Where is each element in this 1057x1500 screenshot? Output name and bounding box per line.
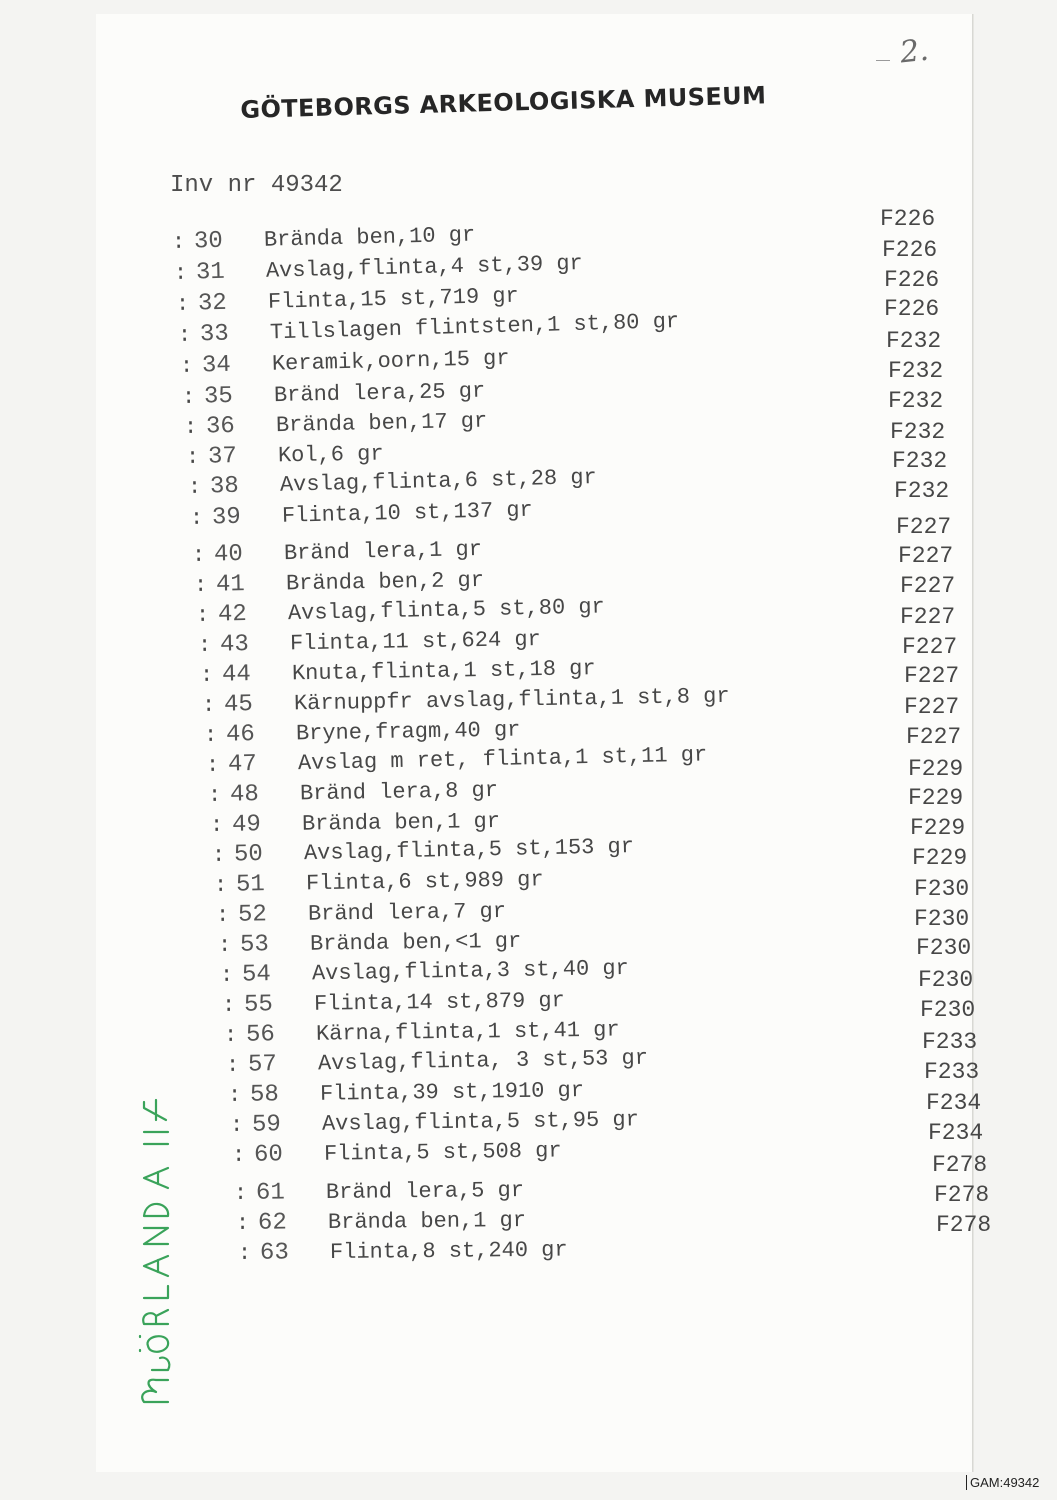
entry-number: 32: [197, 289, 228, 318]
entry-description: Flinta,8 st,240 gr: [329, 1237, 568, 1266]
entry-row: [194, 567, 484, 599]
entry-number: 35: [203, 382, 234, 411]
entry-colon: :: [229, 1112, 244, 1138]
entry-colon: :: [223, 1022, 238, 1048]
feature-reference: F226: [884, 296, 940, 322]
entry-colon: :: [197, 632, 212, 658]
entry-description: Brända ben,1 gr: [327, 1207, 527, 1236]
entry-number: 31: [195, 258, 226, 287]
entry-description: Flinta,15 st,719 gr: [267, 283, 520, 315]
entry-number: 49: [231, 811, 261, 839]
entry-colon: :: [189, 505, 204, 531]
entry-description: Brända ben,2 gr: [285, 567, 485, 597]
feature-reference: F232: [894, 478, 950, 504]
entry-row: [234, 1177, 524, 1207]
feature-reference: F227: [904, 694, 960, 720]
feature-reference: F278: [932, 1152, 988, 1178]
entry-row: [236, 1207, 526, 1237]
entry-row: [214, 866, 544, 899]
entry-number: 30: [193, 227, 224, 256]
feature-reference: F227: [902, 634, 958, 660]
entry-description: Bränd lera,25 gr: [273, 378, 486, 409]
entry-colon: :: [173, 260, 188, 286]
entry-description: Avslag,flinta,5 st,95 gr: [321, 1107, 639, 1137]
entry-colon: :: [235, 1210, 250, 1236]
museum-title: GÖTEBORGS ARKEOLOGISKA MUSEUM: [240, 81, 767, 124]
page-number: 2.: [898, 32, 931, 71]
entry-row: [228, 1077, 584, 1109]
page-number-dash: [876, 60, 890, 61]
entry-number: 61: [255, 1179, 285, 1207]
entry-colon: :: [171, 229, 186, 255]
entry-number: 36: [205, 412, 236, 441]
feature-reference: F230: [920, 997, 976, 1023]
entry-description: Bryne,fragm,40 gr: [295, 717, 521, 747]
entry-number: 57: [247, 1051, 278, 1079]
entry-number: 54: [241, 961, 272, 989]
feature-reference: F230: [916, 935, 972, 961]
entry-row: [186, 441, 384, 471]
feature-reference: F230: [914, 876, 970, 902]
entry-colon: :: [233, 1180, 248, 1206]
entry-number: 38: [209, 472, 240, 501]
entry-row: [210, 808, 500, 839]
entry-row: [238, 1237, 568, 1267]
entry-number: 34: [201, 351, 232, 380]
feature-reference: F227: [900, 573, 956, 599]
entry-colon: :: [217, 932, 232, 958]
feature-reference: F232: [886, 328, 942, 354]
entry-number: 42: [217, 600, 248, 629]
entry-number: 56: [245, 1021, 275, 1049]
entry-colon: :: [211, 842, 226, 868]
entry-colon: :: [201, 692, 216, 718]
entry-colon: :: [213, 872, 228, 898]
entry-description: Brända ben,<1 gr: [309, 928, 522, 957]
feature-reference: F232: [890, 419, 946, 445]
entry-colon: :: [187, 474, 202, 500]
entry-colon: :: [205, 752, 220, 778]
entry-description: Kärna,flinta,1 st,41 gr: [315, 1017, 620, 1047]
feature-reference: F232: [888, 358, 944, 384]
entry-colon: :: [179, 353, 194, 379]
entry-description: Flinta,10 st,137 gr: [281, 497, 534, 529]
entry-colon: :: [193, 572, 208, 598]
entry-number: 47: [227, 750, 258, 779]
entry-row: [222, 987, 565, 1019]
entry-description: Bränd lera,7 gr: [307, 898, 507, 927]
entry-row: [230, 1106, 639, 1139]
entry-row: [224, 1016, 620, 1049]
entry-description: Brända ben,1 gr: [301, 808, 501, 837]
feature-reference: F229: [910, 815, 966, 841]
feature-reference: F229: [908, 785, 964, 811]
entry-description: Flinta,11 st,624 gr: [289, 627, 542, 657]
feature-reference: F227: [898, 543, 954, 569]
feature-reference: F278: [934, 1182, 990, 1208]
entry-number: 40: [213, 540, 244, 569]
entry-number: 43: [219, 631, 250, 659]
entry-description: Flinta,6 st,989 gr: [305, 867, 544, 897]
entry-colon: :: [237, 1240, 252, 1266]
feature-reference: F229: [912, 845, 968, 871]
entry-number: 62: [257, 1209, 287, 1237]
entry-description: Brända ben,17 gr: [275, 408, 488, 439]
entry-row: [216, 898, 506, 929]
entry-row: [204, 716, 521, 749]
entry-colon: :: [219, 962, 234, 988]
entry-description: Kol,6 gr: [277, 441, 384, 469]
entry-description: Bränd lera,8 gr: [299, 777, 499, 807]
feature-reference: F226: [884, 267, 940, 293]
entry-colon: :: [221, 992, 236, 1018]
feature-reference: F233: [924, 1059, 980, 1085]
feature-reference: F230: [918, 967, 974, 993]
entry-colon: :: [207, 782, 222, 808]
entry-description: Avslag,flinta, 3 st,53 gr: [317, 1045, 649, 1077]
entry-description: Tillslagen flintsten,1 st,80 gr: [269, 309, 680, 346]
entry-description: Brända ben,10 gr: [263, 222, 476, 253]
feature-reference: F226: [882, 237, 938, 263]
entry-description: Bränd lera,1 gr: [283, 536, 483, 567]
entry-number: 39: [211, 503, 242, 532]
feature-reference: F234: [926, 1090, 982, 1116]
entry-description: Avslag,flinta,3 st,40 gr: [311, 955, 630, 987]
entry-description: Kärnuppfr avslag,flinta,1 st,8 gr: [293, 683, 730, 717]
feature-reference: F229: [908, 756, 964, 782]
entry-row: [208, 777, 498, 809]
entry-colon: :: [181, 384, 196, 410]
entry-colon: :: [175, 291, 190, 317]
feature-reference: F227: [906, 724, 962, 750]
entry-colon: :: [183, 414, 198, 440]
entry-number: 37: [207, 443, 238, 471]
entry-number: 48: [229, 781, 260, 809]
entry-number: 41: [215, 571, 246, 599]
entry-colon: :: [225, 1052, 240, 1078]
feature-reference: F227: [904, 663, 960, 689]
entry-colon: :: [191, 542, 206, 568]
entry-colon: :: [177, 322, 192, 348]
entry-number: 51: [235, 871, 266, 899]
entry-description: Keramik,oorn,15 gr: [271, 345, 510, 377]
feature-reference: F233: [922, 1029, 978, 1055]
entry-number: 58: [249, 1081, 279, 1109]
entry-description: Avslag,flinta,6 st,28 gr: [279, 465, 598, 498]
entry-row: [232, 1137, 562, 1169]
entry-description: Avslag,flinta,5 st,80 gr: [287, 594, 606, 627]
entry-description: Flinta,39 st,1910 gr: [319, 1078, 585, 1107]
entry-colon: :: [209, 812, 224, 838]
entry-number: 55: [243, 991, 273, 1019]
feature-reference: F232: [892, 448, 948, 474]
feature-reference: F227: [896, 514, 952, 540]
entry-description: Avslag m ret, flinta,1 st,11 gr: [297, 742, 708, 777]
entry-number: 45: [223, 691, 254, 719]
entry-colon: :: [231, 1142, 246, 1168]
entry-description: Avslag,flinta,5 st,153 gr: [303, 834, 635, 867]
feature-reference: F232: [888, 388, 944, 414]
entry-row: [218, 928, 522, 959]
entry-colon: :: [185, 444, 200, 470]
entry-colon: :: [195, 602, 210, 628]
feature-reference: F278: [936, 1212, 992, 1238]
entry-colon: :: [199, 662, 214, 688]
entry-number: 44: [221, 661, 252, 689]
inventory-number: Inv nr 49342: [170, 172, 343, 199]
entry-description: Avslag,flinta,4 st,39 gr: [265, 251, 584, 284]
feature-reference: F227: [900, 604, 956, 630]
handwritten-site-note: [126, 1030, 186, 1410]
entry-number: 52: [237, 901, 267, 929]
entry-number: 46: [225, 721, 256, 749]
entry-description: Flinta,14 st,879 gr: [313, 988, 565, 1017]
entry-number: 33: [199, 320, 230, 349]
entry-number: 63: [259, 1239, 289, 1267]
handwritten-site-note-drawing: [126, 1030, 186, 1410]
entry-colon: :: [215, 902, 230, 928]
entry-description: Bränd lera,5 gr: [325, 1177, 525, 1206]
entry-description: Knuta,flinta,1 st,18 gr: [291, 656, 596, 687]
feature-reference: F226: [880, 206, 936, 232]
feature-reference: F230: [914, 906, 970, 932]
feature-reference: F234: [928, 1120, 984, 1146]
entry-colon: :: [203, 722, 218, 748]
entry-colon: :: [227, 1082, 242, 1108]
archive-label: GAM:49342: [966, 1475, 1041, 1490]
entry-number: 59: [251, 1111, 281, 1139]
entry-number: 60: [253, 1141, 283, 1169]
entry-number: 50: [233, 840, 264, 869]
entry-number: 53: [239, 931, 269, 959]
entry-description: Flinta,5 st,508 gr: [323, 1138, 562, 1167]
